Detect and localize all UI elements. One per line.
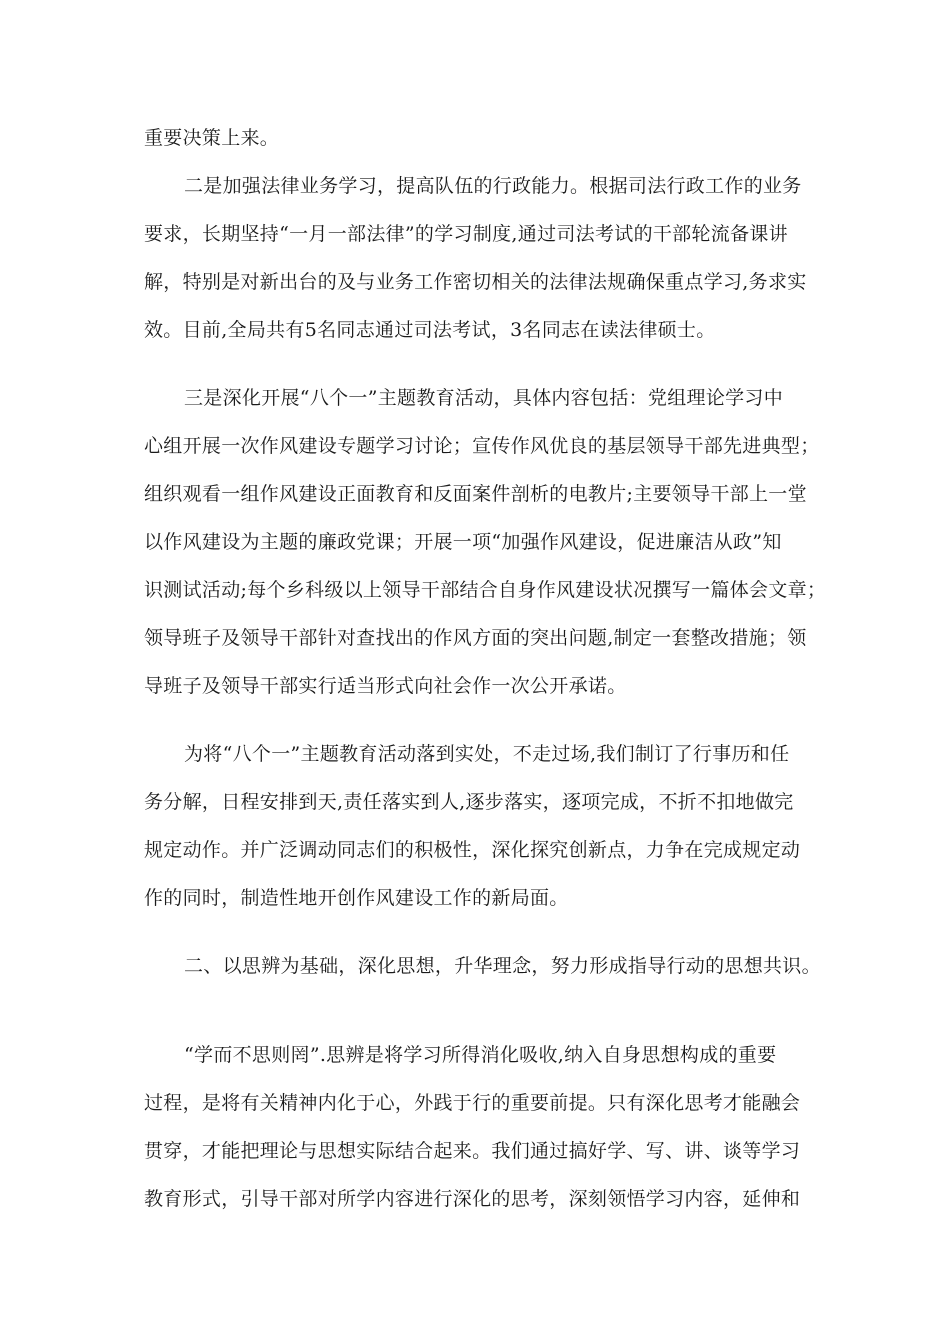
- text-line: 作的同时，制造性地开创作风建设工作的新局面。: [144, 887, 569, 909]
- text-line: 为将“八个一”主题教育活动落到实处，不走过场,我们制订了行事历和任: [184, 743, 790, 765]
- text-line: 务分解，日程安排到天,责任落实到人,逐步落实，逐项完成，不折不扣地做完: [144, 791, 794, 813]
- text-line: 二、以思辨为基础，深化思想，升华理念，努力形成指导行动的思想共识。: [184, 955, 821, 977]
- paragraph-implementation: [144, 730, 804, 922]
- paragraph-reflection: [144, 1031, 804, 1223]
- text-line: 过程，是将有关精神内化于心，外践于行的重要前提。只有深化思考才能融会: [144, 1092, 801, 1114]
- text-line: 三是深化开展“八个一”主题教育活动，具体内容包括：党组理论学习中: [184, 387, 784, 409]
- text-line: 识测试活动;每个乡科级以上领导干部结合自身作风建设状况撰写一篇体会文章；: [144, 579, 827, 601]
- paragraph-continuation: [144, 114, 804, 162]
- text-line: 领导班子及领导干部针对查找出的作风方面的突出问题,制定一套整改措施；领: [144, 627, 807, 649]
- text-line: 二是加强法律业务学习，提高队伍的行政能力。根据司法行政工作的业务: [184, 175, 802, 197]
- paragraph-legal-study: [144, 162, 807, 354]
- text-line: 规定动作。并广泛调动同志们的积极性，深化探究创新点，力争在完成规定动: [144, 839, 801, 861]
- text-line: 要求，长期坚持“一月一部法律”的学习制度,通过司法考试的干部轮流备课讲: [144, 223, 788, 245]
- text-line: 导班子及领导干部实行适当形式向社会作一次公开承诺。: [144, 675, 627, 697]
- section-heading-2: [144, 942, 821, 990]
- text-line: 效。目前,全局共有5名同志通过司法考试，3名同志在读法律硕士。: [144, 319, 716, 341]
- text-line: 以作风建设为主题的廉政党课；开展一项“加强作风建设，促进廉洁从政”知: [144, 531, 782, 553]
- text-line: 贯穿，才能把理论与思想实际结合起来。我们通过搞好学、写、讲、谈等学习: [144, 1140, 801, 1162]
- paragraph-eight-ones-campaign: [144, 374, 827, 710]
- text-line: 教育形式，引导干部对所学内容进行深化的思考，深刻领悟学习内容，延伸和: [144, 1188, 801, 1210]
- text-line: 心组开展一次作风建设专题学习讨论；宣传作风优良的基层领导干部先进典型；: [144, 435, 820, 457]
- text-line: 解，特别是对新出台的及与业务工作密切相关的法律法规确保重点学习,务求实: [144, 271, 807, 293]
- text-line: 组织观看一组作风建设正面教育和反面案件剖析的电教片;主要领导干部上一堂: [144, 483, 807, 505]
- text-line: “学而不思则罔”.思辨是将学习所得消化吸收,纳入自身思想构成的重要: [184, 1044, 777, 1066]
- text-line: 重要决策上来。: [144, 127, 280, 149]
